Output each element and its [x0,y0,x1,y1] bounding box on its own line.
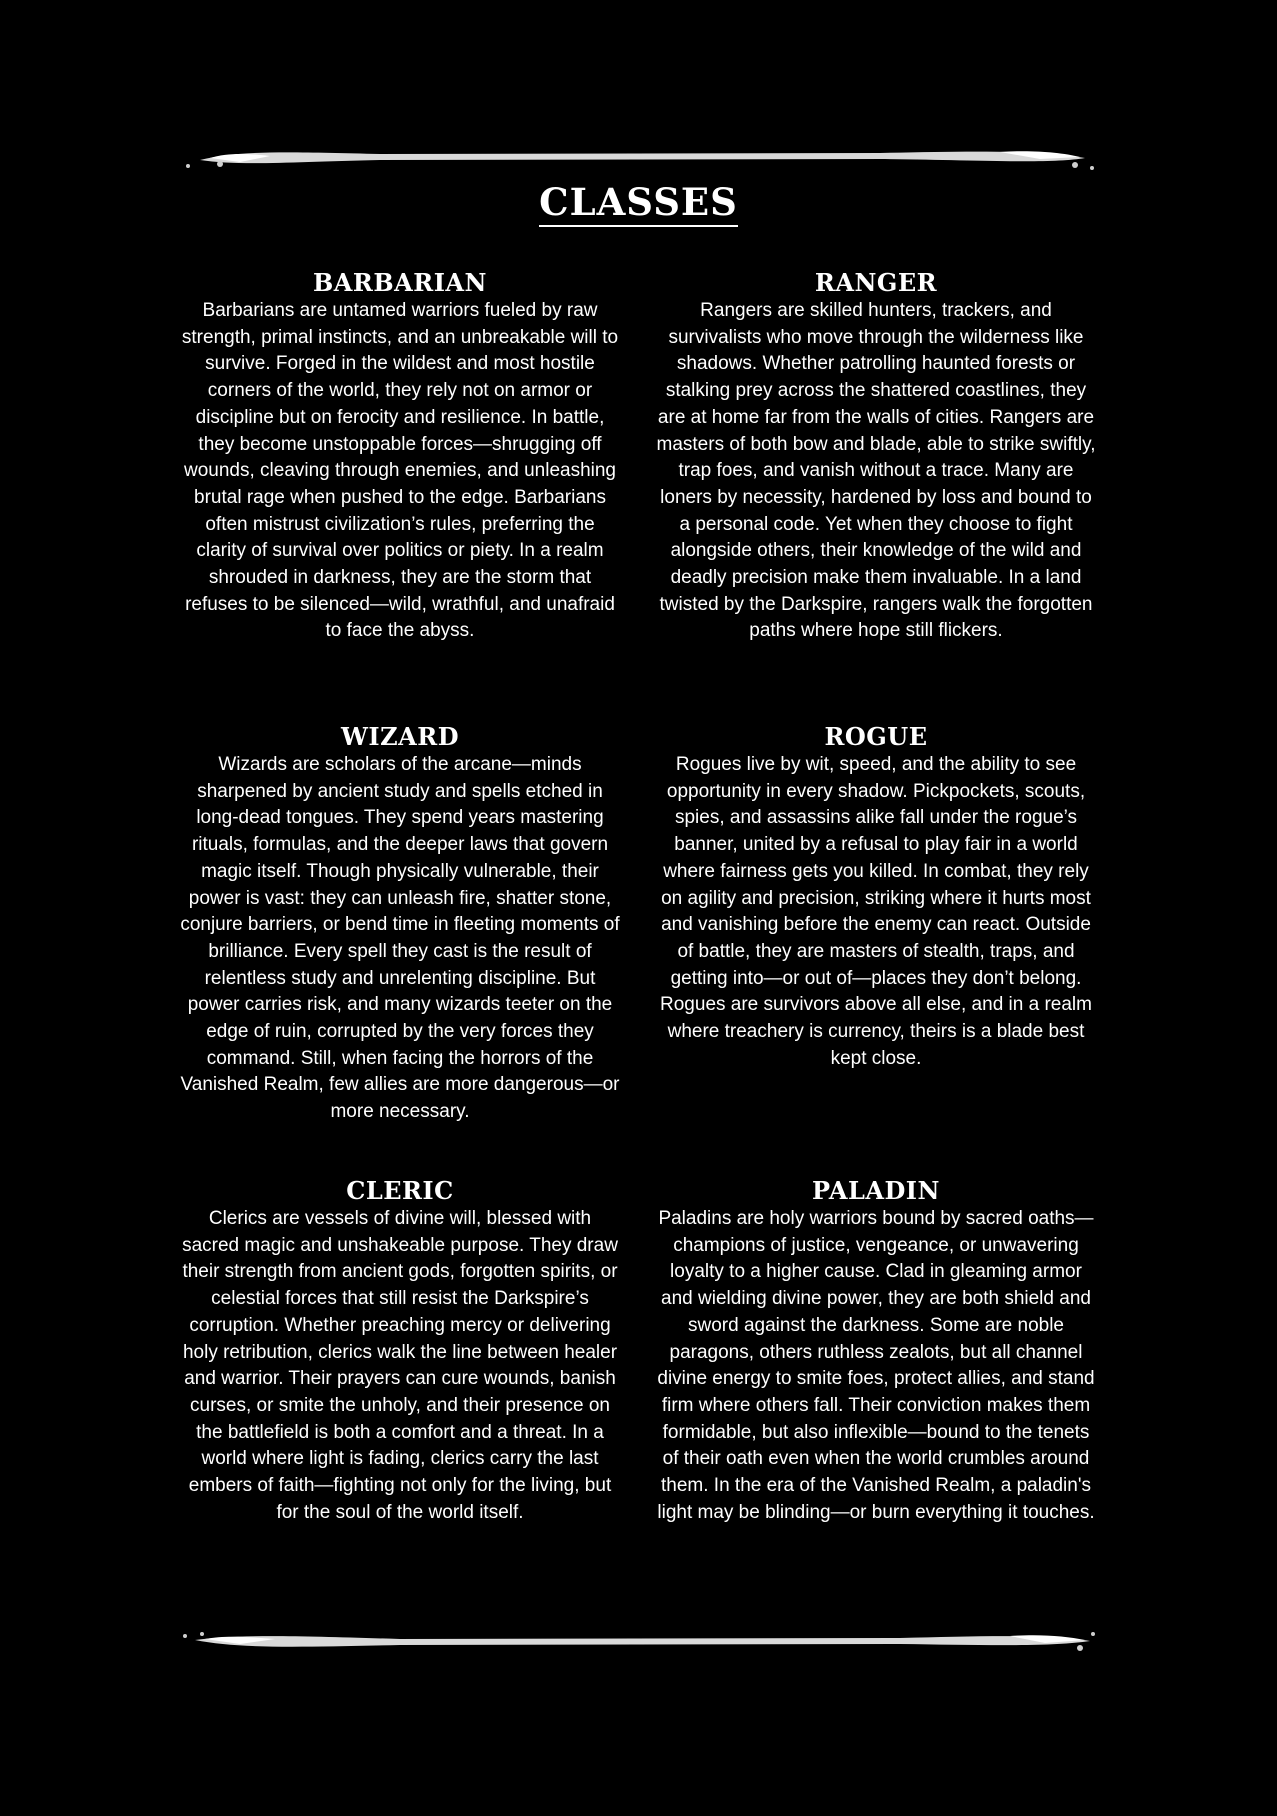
section-cleric [180,1176,620,1526]
section-barbarian [180,268,620,645]
page-title: CLASSES [0,180,1277,224]
section-heading: WIZARD [340,722,460,751]
section-body: Rogues live by wit, speed, and the ability to see opportunity in every shadow. Pickpockets, scouts, spies, and assassins alike fall under the rogue’s banner, united by a refusal to play fair in a world where fairness gets you killed. In combat, they rely on agility and precision, striking where it hurts most and vanishing before the enemy can react. Outside of battle, they are masters of stealth, traps, and getting into—or out of—places they don’t belong. Rogues are survivors above all else, and in a realm where treachery is currency, theirs is a blade best kept close. [660,754,1092,1069]
section-ranger [656,268,1096,645]
section-heading: PALADIN [812,1176,940,1205]
section-body: Wizards are scholars of the arcane—minds sharpened by ancient study and spells etched in long-dead tongues. They spend years mastering rituals, formulas, and the deeper laws that govern magic itself. Though physically vulnerable, their power is vast: they can unleash fire, shatter stone, conjure barriers, or bend time in fleeting moments of brilliance. Every spell they cast is the result of relentless study and unrelenting discipline. But power carries risk, and many wizards teeter on the edge of ruin, corrupted by the very forces they command. Still, when facing the horrors of the Vanished Realm, few allies are more dangerous—or more necessary. [180,754,620,1123]
section-body: Clerics are vessels of divine will, blessed with sacred magic and unshakeable purpose. They draw their strength from ancient gods, forgotten spirits, or celestial forces that still resist the Darkspire’s corruption. Whether preaching mercy or delivering holy retribution, clerics walk the line between healer and warrior. Their prayers can cure wounds, banish curses, or smite the unholy, and their presence on the battlefield is both a comfort and a threat. In a world where light is fading, clerics carry the last embers of faith—fighting not only for the living, but for the soul of the world itself. [182,1208,618,1523]
section-heading: CLERIC [346,1176,454,1205]
section-body: Barbarians are untamed warriors fueled by raw strength, primal instincts, and an unbreakable will to survive. Forged in the wildest and most hostile corners of the world, they rely not on armor or discipline but on ferocity and resilience. In battle, they become unstoppable forces—shrugging off wounds, cleaving through enemies, and unleashing brutal rage when pushed to the edge. Barbarians often mistrust civilization’s rules, preferring the clarity of survival over politics or piety. In a realm shrouded in darkness, they are the storm that refuses to be silenced—wild, wrathful, and unafraid to face the abyss. [181,300,619,642]
section-heading: BARBARIAN [313,268,487,297]
section-wizard [180,722,620,1126]
section-heading: ROGUE [824,722,928,751]
top-brush-divider [180,138,1100,178]
section-heading: RANGER [814,268,938,297]
section-body: Paladins are holy warriors bound by sacred oaths—champions of justice, vengeance, or unwavering loyalty to a higher cause. Clad in gleaming armor and wielding divine power, they are both shield and sword against the darkness. Some are noble paragons, others ruthless zealots, but all channel divine energy to smite foes, protect allies, and stand firm where others fall. Their conviction makes them formidable, but also inflexible—bound to the tenets of their oath even when the world crumbles around them. In the era of the Vanished Realm, a paladin's light may be blinding—or burn everything it touches. [657,1208,1095,1523]
section-paladin [656,1176,1096,1526]
section-body: Rangers are skilled hunters, trackers, and survivalists who move through the wilderness like shadows. Whether patrolling haunted forests or stalking prey across the shattered coastlines, they are at home far from the walls of cities. Rangers are masters of both bow and blade, able to strike swiftly, trap foes, and vanish without a trace. Many are loners by necessity, hardened by loss and bound to a personal code. Yet when they choose to fight alongside others, their knowledge of the wild and deadly precision make them invaluable. In a land twisted by the Darkspire, rangers walk the forgotten paths where hope still flickers. [656,300,1096,642]
section-rogue [656,722,1096,1072]
bottom-brush-divider [180,1622,1100,1662]
